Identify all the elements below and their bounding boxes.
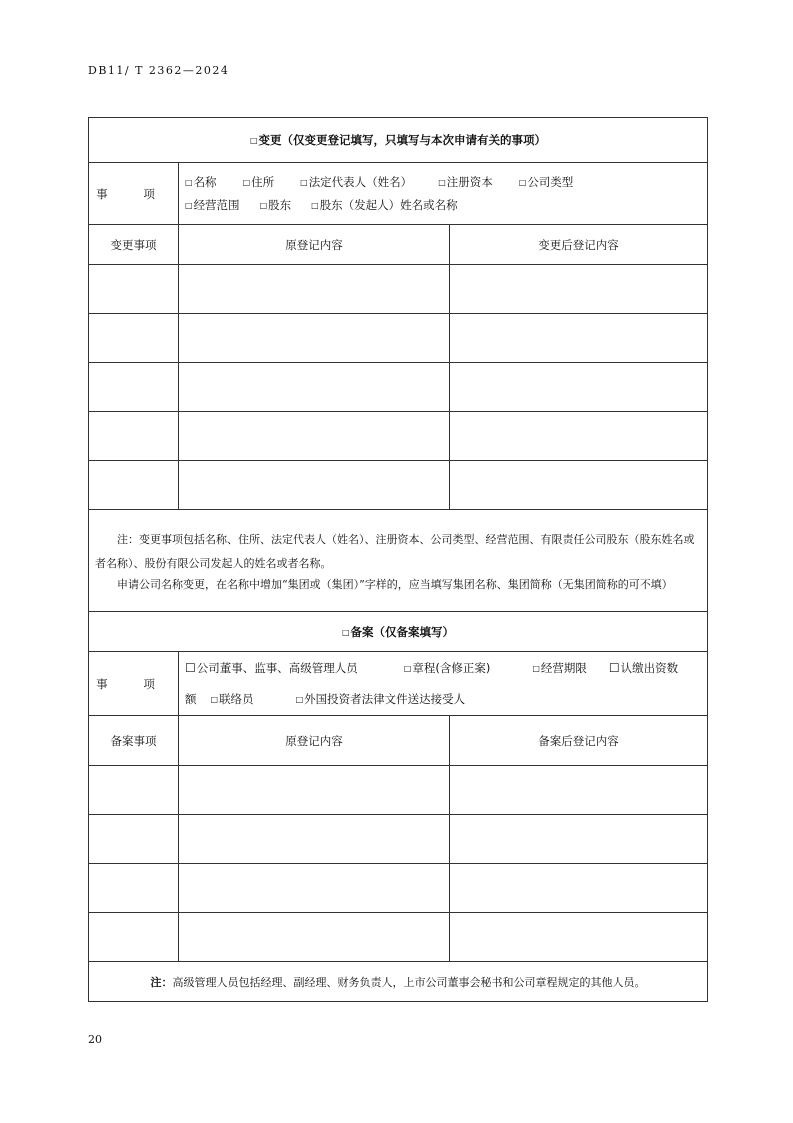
new-content-cell[interactable] [450, 412, 708, 461]
change-option-address[interactable]: □住所 [242, 174, 275, 189]
filing-item-cell[interactable] [89, 766, 179, 815]
filing-col-item: 备案事项 [89, 716, 179, 766]
checkbox-icon[interactable]: □ [185, 200, 193, 210]
filing-option-term[interactable]: □经营期限 [532, 660, 587, 675]
change-note-cell [89, 510, 708, 612]
checkbox-icon[interactable]: ☐ [185, 660, 196, 675]
change-item-cell[interactable] [89, 265, 179, 314]
filing-entry-row [89, 815, 708, 864]
new-content-cell[interactable] [450, 363, 708, 412]
new-content-cell[interactable] [450, 913, 708, 962]
change-option-shareholder-name[interactable]: □股东（发起人）姓名或名称 [311, 197, 458, 212]
original-content-cell[interactable] [179, 363, 450, 412]
change-entry-row [89, 363, 708, 412]
change-section-header-row [89, 118, 708, 163]
filing-col-original: 原登记内容 [179, 716, 450, 766]
change-entry-row [89, 314, 708, 363]
filing-item-cell[interactable] [89, 913, 179, 962]
original-content-cell[interactable] [179, 815, 450, 864]
filing-items-label: 事 项 [89, 652, 179, 716]
change-item-cell[interactable] [89, 412, 179, 461]
change-items-options [179, 163, 708, 225]
checkbox-icon[interactable]: □ [403, 663, 412, 673]
change-option-company-type[interactable]: □公司类型 [518, 174, 574, 189]
filing-columns-header-row [89, 716, 708, 766]
filing-note-label: 注： [150, 975, 173, 989]
new-content-cell[interactable] [450, 461, 708, 510]
change-item-cell[interactable] [89, 314, 179, 363]
filing-note-cell [89, 962, 708, 1002]
original-content-cell[interactable] [179, 766, 450, 815]
checkbox-icon[interactable]: □ [242, 177, 251, 187]
original-content-cell[interactable] [179, 461, 450, 510]
checkbox-icon[interactable]: □ [518, 177, 527, 187]
original-content-cell[interactable] [179, 314, 450, 363]
filing-section-title: 备案（仅备案填写） [350, 624, 455, 639]
change-item-cell[interactable] [89, 461, 179, 510]
checkbox-icon[interactable]: □ [532, 663, 540, 673]
filing-items-options [179, 652, 708, 716]
registration-form-table [88, 117, 708, 1002]
change-section-checkbox-icon[interactable]: □ [249, 136, 258, 145]
filing-option-subscribed-capital-cont: 额 [185, 691, 197, 706]
new-content-cell[interactable] [450, 815, 708, 864]
filing-option-subscribed-capital[interactable]: ☐认缴出资数 [608, 660, 679, 675]
change-section-title: 变更（仅变更登记填写，只填写与本次申请有关的事项） [258, 133, 547, 147]
change-note-paragraph-1: 注：变更事项包括名称、住所、法定代表人（姓名）、注册资本、公司类型、经营范围、有限责任公司股东（股东姓名或者名称）、股份有限公司发起人的姓名或者名称。 [95, 532, 695, 570]
change-entry-row [89, 265, 708, 314]
filing-option-articles[interactable]: □章程(含修正案) [403, 660, 491, 675]
filing-items-row [89, 652, 708, 716]
change-note-paragraph-2: 申请公司名称变更，在名称中增加“集团或（集团）”字样的，应当填写集团名称、集团简称（无集团简称的可不填） [117, 577, 673, 591]
new-content-cell[interactable] [450, 314, 708, 363]
original-content-cell[interactable] [179, 412, 450, 461]
checkbox-icon[interactable]: ☐ [608, 660, 620, 675]
filing-item-cell[interactable] [89, 864, 179, 913]
filing-option-service-agent[interactable]: □外国投资者法律文件送达接受人 [295, 691, 466, 706]
filing-option-liaison[interactable]: □联络员 [210, 691, 254, 706]
checkbox-icon[interactable]: □ [438, 177, 446, 187]
new-content-cell[interactable] [450, 766, 708, 815]
filing-item-cell[interactable] [89, 815, 179, 864]
change-items-row [89, 163, 708, 225]
change-option-shareholder[interactable]: □股东 [259, 197, 292, 212]
change-items-label: 事 项 [89, 163, 179, 225]
filing-entry-row [89, 913, 708, 962]
checkbox-icon[interactable]: □ [295, 694, 304, 704]
change-option-registered-capital[interactable]: □注册资本 [438, 174, 493, 189]
change-col-original: 原登记内容 [179, 225, 450, 265]
page-number: 20 [88, 1033, 102, 1046]
original-content-cell[interactable] [179, 913, 450, 962]
change-option-name[interactable]: □名称 [185, 174, 217, 189]
filing-option-officers[interactable]: ☐公司董事、监事、高级管理人员 [185, 660, 358, 675]
change-section-title-cell [89, 118, 708, 163]
checkbox-icon[interactable]: □ [185, 177, 193, 187]
new-content-cell[interactable] [450, 864, 708, 913]
change-entry-row [89, 412, 708, 461]
change-option-business-scope[interactable]: □经营范围 [185, 197, 240, 212]
filing-note-text: 高级管理人员包括经理、副经理、财务负责人，上市公司董事会秘书和公司章程规定的其他人员。 [172, 975, 646, 989]
filing-entry-row [89, 864, 708, 913]
filing-col-new: 备案后登记内容 [450, 716, 708, 766]
filing-section-header-row [89, 612, 708, 652]
filing-section-checkbox-icon[interactable]: □ [341, 627, 350, 637]
filing-note-row [89, 962, 708, 1002]
change-entry-row [89, 461, 708, 510]
original-content-cell[interactable] [179, 265, 450, 314]
original-content-cell[interactable] [179, 864, 450, 913]
document-code: DB11/ T 2362—2024 [88, 64, 230, 77]
change-col-item: 变更事项 [89, 225, 179, 265]
checkbox-icon[interactable]: □ [210, 694, 219, 704]
filing-entry-row [89, 766, 708, 815]
change-item-cell[interactable] [89, 363, 179, 412]
new-content-cell[interactable] [450, 265, 708, 314]
checkbox-icon[interactable]: □ [311, 200, 319, 210]
change-col-new: 变更后登记内容 [450, 225, 708, 265]
filing-section-title-cell [89, 612, 708, 652]
change-note-row [89, 510, 708, 612]
change-option-legal-rep[interactable]: □法定代表人（姓名） [300, 174, 413, 189]
change-columns-header-row [89, 225, 708, 265]
checkbox-icon[interactable]: □ [300, 177, 308, 187]
checkbox-icon[interactable]: □ [259, 200, 268, 210]
